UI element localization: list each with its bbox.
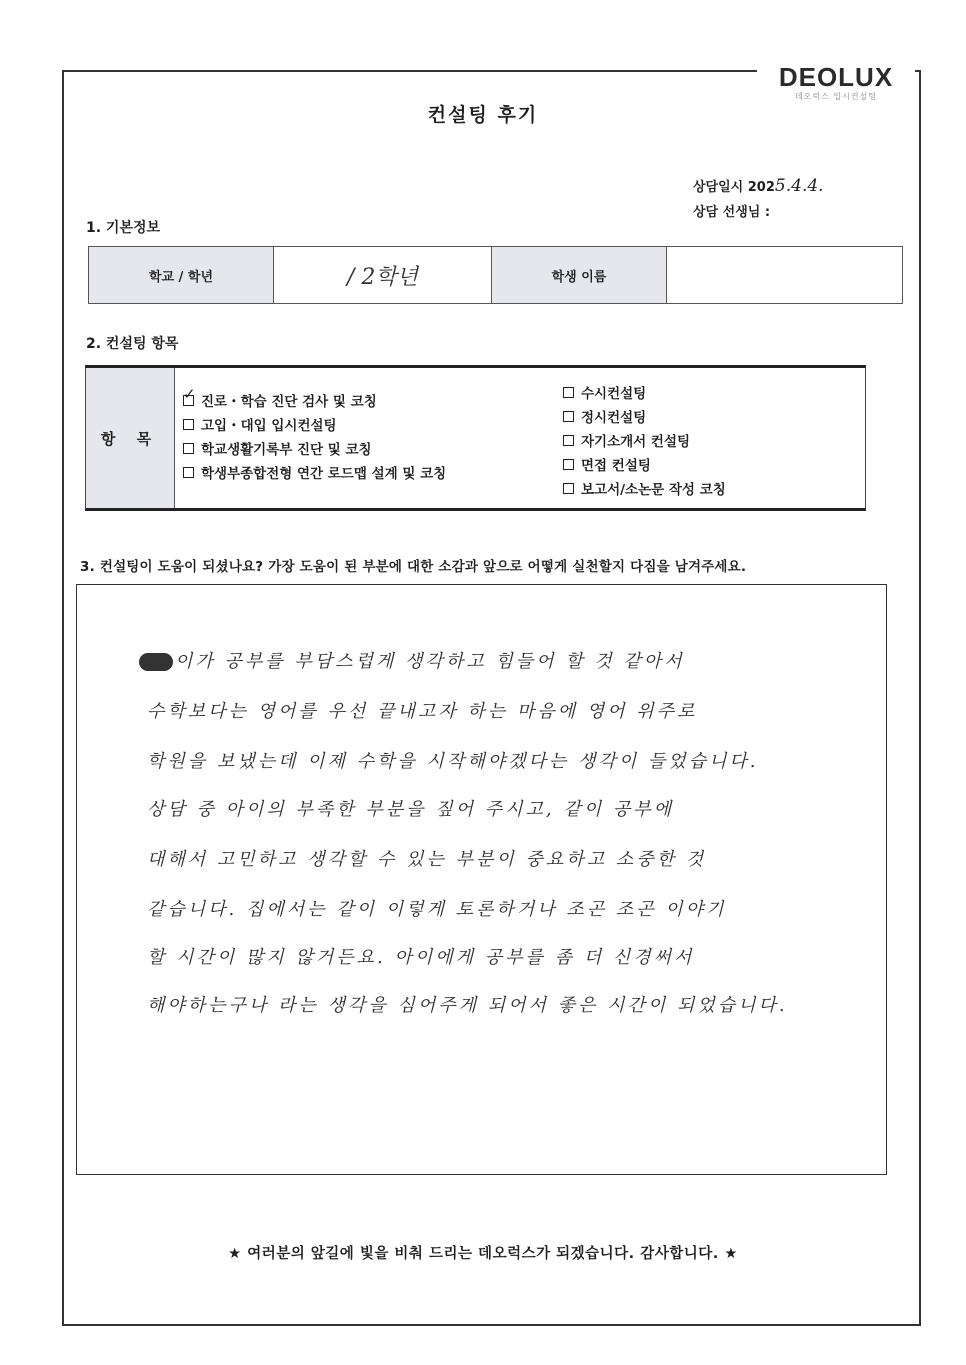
name-value-cell — [667, 247, 903, 304]
right-item — [563, 454, 726, 478]
school-value: / 2학년 — [347, 264, 418, 290]
answer-line — [147, 845, 706, 871]
left-item-label: 고입・대입 입시컨설팅 — [201, 418, 337, 434]
consulting-items-box — [85, 365, 866, 511]
left-item — [183, 414, 446, 438]
answer-line-text: 수학보다는 영어를 우선 끝내고자 하는 마음에 영어 위주로 — [147, 701, 698, 722]
right-item — [563, 478, 726, 502]
logo-text: DEOLUX — [778, 62, 894, 92]
answer-line — [147, 697, 697, 723]
right-item — [563, 406, 726, 430]
right-item-label: 자기소개서 컨설팅 — [581, 434, 691, 450]
left-item-label: 학교생활기록부 진단 및 코칭 — [201, 442, 372, 458]
right-item-label: 정시컨설팅 — [581, 410, 647, 426]
answer-line — [147, 943, 694, 969]
right-item-label: 수시컨설팅 — [581, 386, 647, 402]
checkbox — [563, 435, 574, 446]
checkbox — [183, 467, 194, 478]
answer-line — [147, 895, 726, 921]
consult-teacher — [693, 201, 770, 220]
section1-heading: 1. 기본정보 — [86, 220, 161, 236]
left-item-label: 학생부종합전형 연간 로드맵 설계 및 코칭 — [201, 466, 447, 482]
answer-line-text: 이가 공부를 부담스럽게 생각하고 힘들어 할 것 같아서 — [175, 651, 685, 672]
school-label-cell: 학교 / 학년 — [89, 247, 274, 304]
answer-line — [147, 747, 759, 773]
answer-line-text: 대해서 고민하고 생각할 수 있는 부분이 중요하고 소중한 것 — [147, 849, 707, 870]
consult-date — [693, 176, 824, 196]
footer-message: ★ 여러분의 앞길에 빛을 비춰 드리는 데오럭스가 되겠습니다. 감사합니다. ★ — [228, 1246, 738, 1262]
answer-line-text: 상담 중 아이의 부족한 부분을 짚어 주시고, 같이 공부에 — [147, 799, 675, 820]
logo-subtitle: 데오럭스 입시컨설팅 — [794, 92, 878, 101]
checkbox — [563, 483, 574, 494]
left-item — [183, 438, 446, 462]
school-value-cell — [274, 247, 492, 304]
left-item-label: 진로・학습 진단 검사 및 코칭 — [201, 394, 377, 410]
items-label: 항 목 — [86, 368, 175, 508]
checked-checkbox — [183, 395, 194, 406]
items-left-column — [183, 390, 446, 486]
section2-heading: 2. 컨설팅 항목 — [86, 336, 179, 352]
answer-line-text: 같습니다. 집에서는 같이 이렇게 토론하거나 조곤 조곤 이야기 — [147, 899, 727, 920]
answer-line — [147, 991, 788, 1017]
redacted-name-blot — [139, 653, 173, 671]
checkbox — [183, 419, 194, 430]
answer-line-text: 학원을 보냈는데 이제 수학을 시작해야겠다는 생각이 들었습니다. — [147, 751, 759, 772]
page-title: 컨설팅 후기 — [427, 104, 539, 126]
name-label-cell: 학생 이름 — [492, 247, 667, 304]
right-item — [563, 430, 726, 454]
right-item-label: 면접 컨설팅 — [581, 458, 651, 474]
checkbox — [563, 411, 574, 422]
answer-line-text: 해야하는구나 라는 생각을 심어주게 되어서 좋은 시간이 되었습니다. — [147, 995, 788, 1016]
left-item — [183, 462, 446, 486]
consult-date-value: 5.4.4. — [774, 176, 824, 196]
checkbox — [183, 443, 194, 454]
consult-teacher-label: 상담 선생님 : — [693, 205, 771, 220]
right-item-label: 보고서/소논문 작성 코칭 — [581, 482, 726, 498]
answer-line — [147, 795, 674, 821]
items-right-column — [563, 382, 726, 502]
right-item — [563, 382, 726, 406]
basic-info-table — [88, 246, 903, 304]
consult-date-label: 상담일시 202 — [693, 180, 775, 195]
answer-line — [139, 647, 685, 673]
answer-box — [76, 584, 887, 1175]
answer-line-text: 할 시간이 많지 않거든요. 아이에게 공부를 좀 더 신경써서 — [147, 947, 695, 968]
checkbox — [563, 459, 574, 470]
checkbox — [563, 387, 574, 398]
left-item — [183, 390, 446, 414]
section3-question: 3. 컨설팅이 도움이 되셨나요? 가장 도움이 된 부분에 대한 소감과 앞으로 어떻게 실천할지 다짐을 남겨주세요. — [80, 559, 747, 575]
